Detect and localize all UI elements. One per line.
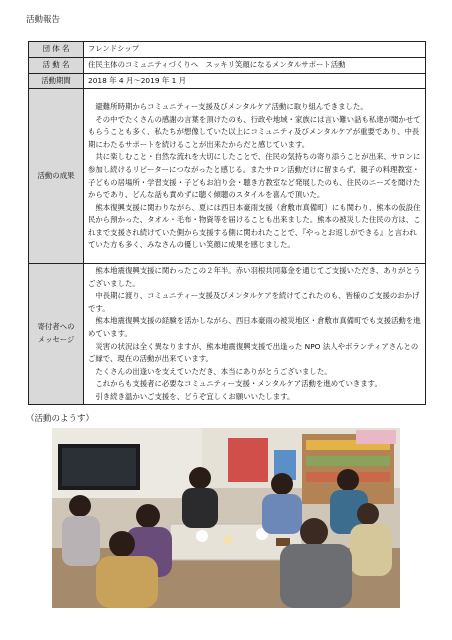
results-paragraph: 共に楽しむこと・自然な流れを大切にしたことで、住民の気持ちの寄り添うことが出来、サロンに参加し続けるリピーターにつながったと感じる。またサロン活動だけに留まらず、親子の料理教室・子どもの居場所・学習支援・子どもお泊り会・聴き方教室など発展したのも、住民のニーズを聞けたからであり、どんな話も責めずに聴く傾聴のスタイルを喜んで頂いた。 [88, 152, 421, 200]
results-row [29, 89, 426, 264]
message-label-line1: 寄付者への [37, 322, 75, 332]
group-label: 団 体 名 [29, 42, 84, 58]
results-paragraph: 熊本復興支援に関わりながら、夏には西日本豪雨支援（倉敷市真備町）にも関わり、熊本の仮設住民から預かった、タオル・毛布・物資等を届けることも出来ました。熊本の被災した住民の方は、これまで支援され続けていた側から支援する側に関われたことで、『やっとお返しができる』と言われていた方も多く、みなさんの優しい笑顔に成果を感じました。 [88, 202, 421, 250]
period-label: 活動期間 [29, 74, 84, 89]
activity-label: 活 動 名 [29, 58, 84, 74]
message-paragraph: これからも支援者に必要なコミュニティー支援・メンタルケア活動を進めていきます。 [88, 379, 382, 389]
message-paragraph: 引き続き温かいご支援を、どうぞ宜しくお願いいたします。 [88, 391, 295, 401]
message-paragraph: 熊本地震復興支援の経験を活かしながら、西日本豪雨の被災地区・倉敷市真備町でも支援活動を進めています。 [88, 316, 421, 338]
message-paragraph: 熊本地震復興支援に関わったこの２年半。赤い羽根共同募金を通じてご支援いただき、ありがとうございました。 [88, 266, 421, 288]
photo-caption: （活動のようす） [26, 414, 95, 424]
message-label [29, 264, 84, 405]
report-title: 活動報告 [26, 15, 61, 25]
message-row [29, 264, 426, 405]
period-value: 2018 年 4 月～2019 年 1 月 [84, 74, 426, 89]
activity-row [29, 58, 426, 74]
group-row [29, 42, 426, 58]
message-label-line2: メッセージ [37, 334, 75, 344]
message-body [84, 264, 426, 405]
message-paragraph: たくさんの出逢いを支えていただき、本当にありがとうございました。 [88, 366, 332, 376]
results-paragraph: 避難所時期からコミュニティー支援及びメンタルケア活動に取り組んできました。 [88, 101, 368, 111]
group-value: フレンドシップ [84, 42, 426, 58]
message-paragraph: 災害の状況は全く異なりますが、熊本地震復興支援で出逢った NPO 法人やボランティアさんとのご縁で、現在の活動が出来ています。 [88, 341, 419, 364]
message-paragraph: 中長期に渡り、コミュニティー支援及びメンタルケアを続けてこれたのも、皆様のご支援のおかげです。 [88, 291, 420, 313]
period-row [29, 74, 426, 89]
report-table [28, 41, 426, 405]
results-label: 活動の成果 [29, 89, 84, 264]
results-body [84, 89, 426, 264]
activity-value: 住民主体のコミュニティづくりへ スッキリ笑顔になるメンタルサポート活動 [84, 58, 426, 74]
activity-photo [52, 428, 400, 608]
results-paragraph: その中でたくさんの感謝の言葉を頂けたのも、行政や地域・家族には言い難い話も私達が聞かせてもらうことも多く、私たちが想像していた以上にコミュニティ及びメンタルケアが重要であり、中長期にわたるサポートを続けることが出来たからだと感じています。 [88, 114, 421, 149]
